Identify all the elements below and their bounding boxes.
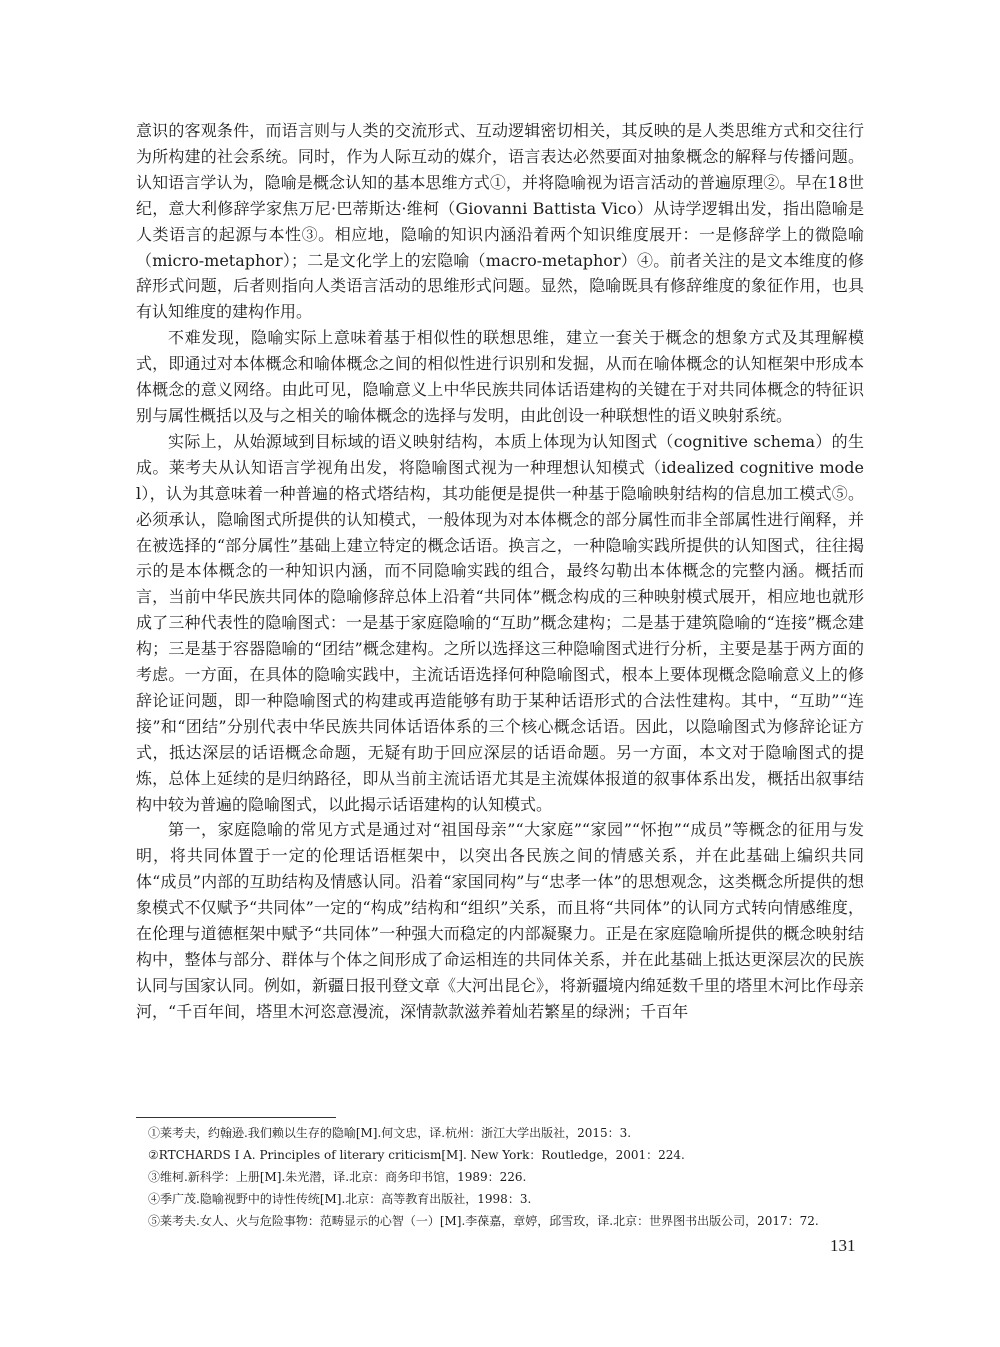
body-paragraph: 第一，家庭隐喻的常见方式是通过对“祖国母亲”“大家庭”“家园”“怀抱”“成员”等概念的征用与发明，将共同体置于一定的伦理话语框架中，以突出各民族之间的情感关系，并在此基础上编织共同体“成员”内部的互助结构及情感认同。沿着“家国同构”与“忠孝一体”的思想观念，这类概念所提供的想象模式不仅赋予“共同体”一定的“构成”结构和“组织”关系，而且将“共同体”的认同方式转向情感维度，在伦理与道德框架中赋予“共同体”一种强大而稳定的内部凝聚力。正是在家庭隐喻所提供的概念映射结构中，整体与部分、群体与个体之间形成了命运相连的共同体关系，并在此基础上抵达更深层次的民族认同与国家认同。例如，新疆日报刊登文章《大河出昆仑》，将新疆境内绵延数千里的塔里木河比作母亲河，“千百年间，塔里木河恣意漫流，深情款款滋养着灿若繁星的绿洲；千百年: [136, 820, 865, 1021]
footnote-divider: [136, 1117, 336, 1118]
footnotes: [136, 1117, 864, 1232]
footnote: ②RTCHARDS I A. Principles of literary criticism[M]. New York：Routledge，2001：224.: [148, 1148, 685, 1162]
body-paragraph: 不难发现，隐喻实际上意味着基于相似性的联想思维，建立一套关于概念的想象方式及其理解模式，即通过对本体概念和喻体概念之间的相似性进行识别和发掘，从而在喻体概念的认知框架中形成本体概念的意义网络。由此可见，隐喻意义上中华民族共同体话语建构的关键在于对共同体概念的特征识别与属性概括以及与之相关的喻体概念的选择与发明，由此创设一种联想性的语义映射系统。: [136, 328, 864, 425]
footnote: ③维柯.新科学：上册[M].朱光潜，译.北京：商务印书馆，1989：226.: [148, 1170, 527, 1184]
footnote: ④季广茂.隐喻视野中的诗性传统[M].北京：高等教育出版社，1998：3.: [148, 1192, 532, 1206]
footnote: ⑤莱考夫.女人、火与危险事物：范畴显示的心智（一）[M].李葆嘉，章婷，邱雪玫，译.北京：世界图书出版公司，2017：72.: [148, 1214, 819, 1228]
body-paragraph: 实际上，从始源域到目标域的语义映射结构，本质上体现为认知图式（cognitive schema）的生成。莱考夫从认知语言学视角出发，将隐喻图式视为一种理想认知模式（idealized cognitive model），认为其意味着一种普遍的格式塔结构，其功能便是提供一种基于隐喻映射结构的信息加工模式⑤。必须承认，隐喻图式所提供的认知模式，一般体现为对本体概念的部分属性而非全部属性进行阐释，并在被选择的“部分属性”基础上建立特定的概念话语。换言之，一种隐喻实践所提供的认知图式，往往揭示的是本体概念的一种知识内涵，而不同隐喻实践的组合，最终勾勒出本体概念的完整内涵。概括而言，当前中华民族共同体的隐喻修辞总体上沿着“共同体”概念构成的三种映射模式展开，相应地也就形成了三种代表性的隐喻图式：一是基于家庭隐喻的“互助”概念建构；二是基于建筑隐喻的“连接”概念建构；三是基于容器隐喻的“团结”概念建构。之所以选择这三种隐喻图式进行分析，主要是基于两方面的考虑。一方面，在具体的隐喻实践中，主流话语选择何种隐喻图式，根本上要体现概念隐喻意义上的修辞论证问题，即一种隐喻图式的构建或再造能够有助于某种话语形式的合法性建构。其中，“互助”“连接”和“团结”分别代表中华民族共同体话语体系的三个核心概念话语。因此，以隐喻图式为修辞论证方式，抵达深层的话语概念命题，无疑有助于回应深层的话语命题。另一方面，本文对于隐喻图式的提炼，总体上延续的是归纳路径，即从当前主流话语尤其是主流媒体报道的叙事体系出发，概括出叙事结构中较为普遍的隐喻图式，以此揭示话语建构的认知模式。: [136, 431, 864, 814]
body-paragraph: 意识的客观条件，而语言则与人类的交流形式、互动逻辑密切相关，其反映的是人类思维方式和交往行为所构建的社会系统。同时，作为人际互动的媒介，语言表达必然要面对抽象概念的解释与传播问题。认知语言学认为，隐喻是概念认知的基本思维方式①，并将隐喻视为语言活动的普遍原理②。早在18世纪，意大利修辞学家焦万尼·巴蒂斯达·维柯（Giovanni Battista Vico）从诗学逻辑出发，指出隐喻是人类语言的起源与本性③。相应地，隐喻的知识内涵沿着两个知识维度展开：一是修辞学上的微隐喻（micro-metaphor）；二是文化学上的宏隐喻（macro-metaphor）④。前者关注的是文本维度的修辞形式问题，后者则指向人类语言活动的思维形式问题。显然，隐喻既具有修辞维度的象征作用，也具有认知维度的建构作用。: [136, 121, 864, 322]
article-body: [136, 118, 864, 1025]
page-number: 131: [830, 1236, 856, 1255]
footnote: ①莱考夫，约翰逊.我们赖以生存的隐喻[M].何文忠，译.杭州：浙江大学出版社，2015：3.: [148, 1126, 632, 1140]
